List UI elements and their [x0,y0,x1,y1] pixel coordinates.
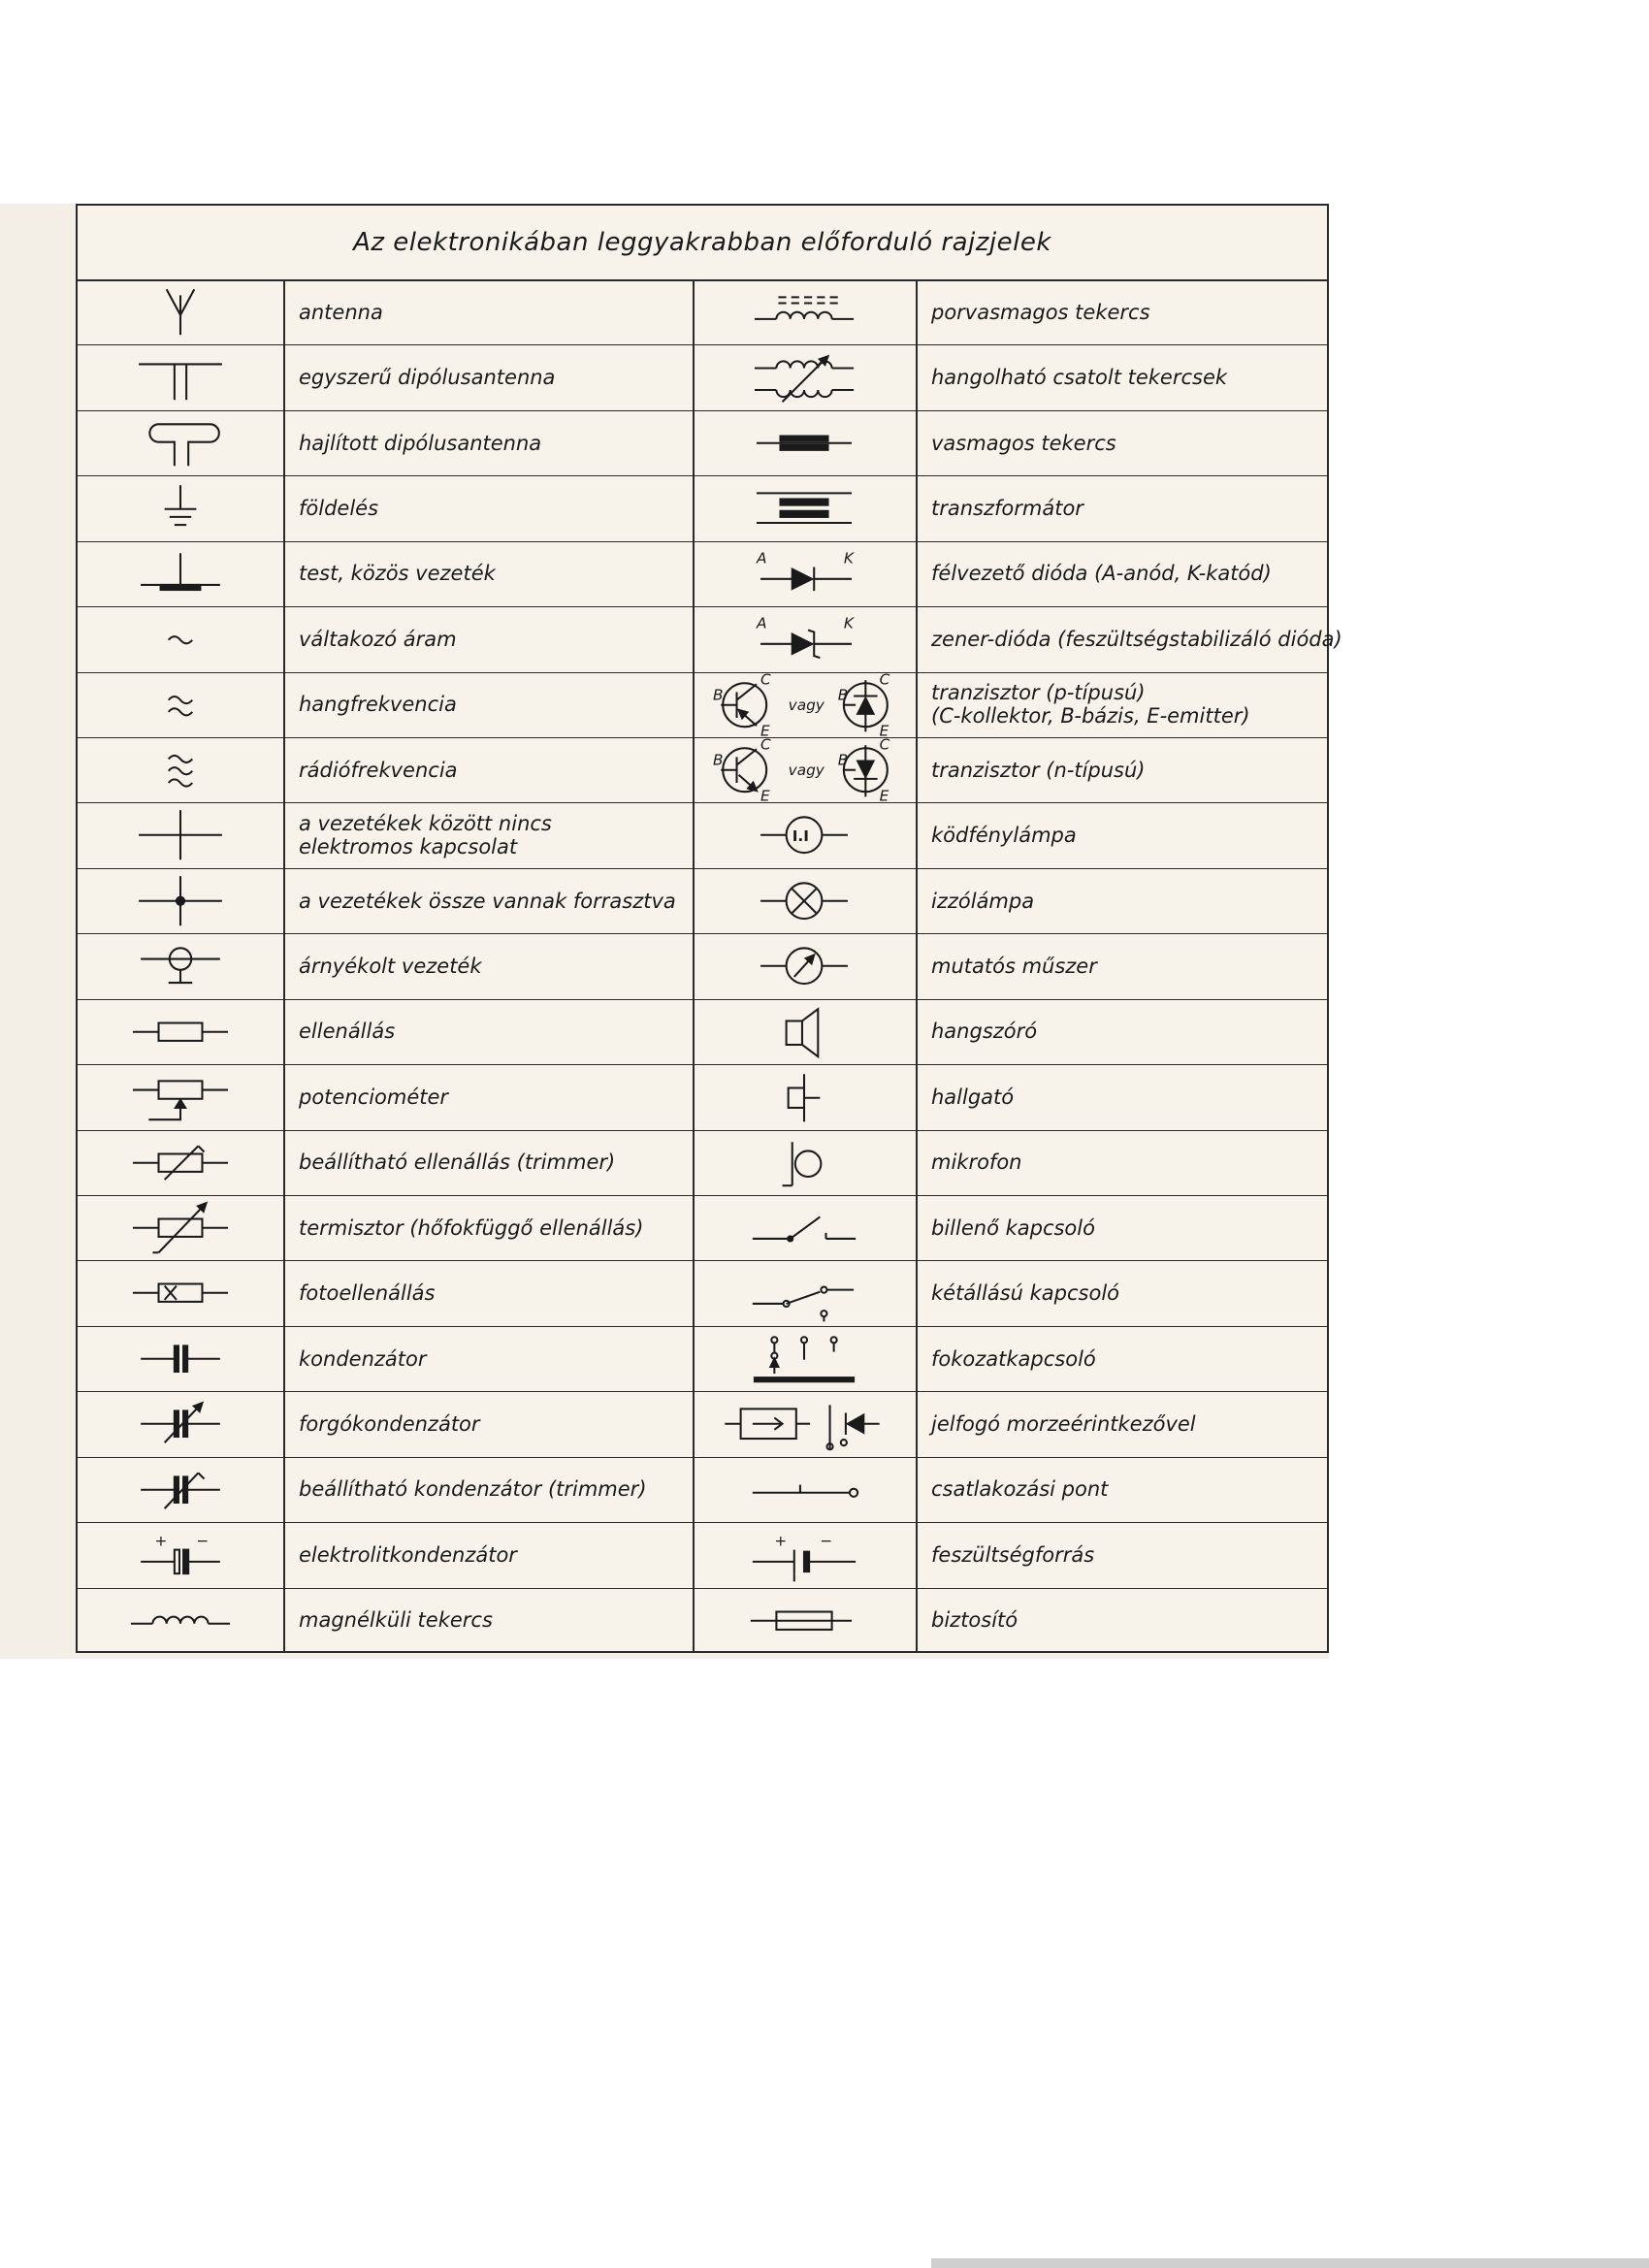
symbol-label: test, közös vezeték [299,562,496,586]
antenna-icon [78,279,283,344]
symbol-label: kétállású kapcsoló [931,1281,1120,1306]
meter-icon [693,933,916,998]
trimmer-resistor-icon [78,1130,283,1195]
symbol-label: félvezető dióda (A-anód, K-katód) [931,562,1272,586]
ac-icon [78,606,283,671]
svg-text:C: C [879,671,890,688]
ground-icon [78,475,283,540]
photoresistor-icon [78,1260,283,1325]
symbol-label: hangolható csatolt tekercsek [931,366,1228,390]
folded-dipole-icon [78,410,283,475]
incandescent-lamp-icon [693,868,916,933]
svg-text:E: E [760,721,770,737]
symbol-label: elektrolitkondenzátor [299,1542,517,1567]
symbol-label: termisztor (hőfokfüggő ellenállás) [299,1215,644,1240]
symbol-label: váltakozó áram [299,627,457,651]
trimmer-capacitor-icon [78,1457,283,1522]
zener-diode-icon [693,606,916,671]
symbol-label: csatlakozási pont [931,1477,1109,1502]
symbol-label: tranzisztor (n-típusú) [931,758,1146,782]
resistor-icon [78,999,283,1064]
svg-text:−: − [820,1532,833,1550]
svg-text:C: C [879,737,890,754]
tunable-coupled-coils-icon [693,344,916,409]
symbol-label: földelés [299,497,379,520]
symbol-label: transzformátor [931,497,1083,520]
symbol-label: jelfogó morzeérintkezővel [931,1412,1196,1436]
npn-transistor-icon [693,737,916,802]
dipole-antenna-icon [78,344,283,409]
svg-text:−: − [196,1532,210,1550]
symbol-label: fokozatkapcsoló [931,1346,1096,1371]
symbol-label: mikrofon [931,1150,1022,1175]
svg-text:vagy: vagy [788,761,824,779]
symbol-label: antenna [299,300,383,324]
air-coil-icon [78,1588,283,1653]
connection-point-icon [693,1457,916,1522]
symbol-label: vasmagos tekercs [931,431,1116,455]
symbol-label: porvasmagos tekercs [931,300,1150,324]
svg-text:K: K [843,614,854,632]
af-icon [78,672,283,737]
svg-text:C: C [760,671,771,688]
thermistor-icon [78,1195,283,1260]
svg-text:B: B [713,751,724,769]
wire-junction-icon [78,868,283,933]
svg-text:+: + [154,1532,168,1550]
svg-text:E: E [760,787,770,803]
svg-text:vagy: vagy [788,696,824,714]
symbol-label: potenciométer [299,1085,449,1109]
loudspeaker-icon [693,999,916,1064]
symbol-label: izzólámpa [931,889,1035,913]
symbol-label: a vezetékek össze vannak forrasztva [299,889,676,913]
glow-lamp-icon [693,802,916,867]
earphone-icon [693,1064,916,1129]
electrolytic-capacitor-icon [78,1522,283,1587]
symbol-label: a vezetékek között nincs elektromos kapcsolat [299,812,552,859]
capacitor-icon [78,1326,283,1391]
microphone-icon [693,1130,916,1195]
wire-cross-icon [78,802,283,867]
rf-icon [78,737,283,802]
symbol-label: hajlított dipólusantenna [299,431,542,455]
chassis-icon [78,541,283,606]
column-divider-right [916,279,918,1651]
scan-edge-strip [931,2258,1649,2268]
changeover-switch-icon [693,1260,916,1325]
symbol-label: beállítható kondenzátor (trimmer) [299,1477,647,1502]
pnp-transistor-icon [693,672,916,737]
symbol-label: mutatós műszer [931,955,1097,978]
svg-text:B: B [713,686,724,704]
variable-capacitor-icon [78,1391,283,1456]
fuse-icon [693,1588,916,1653]
symbol-label: hangszóró [931,1020,1038,1044]
column-divider-left [283,279,285,1651]
svg-text:K: K [843,549,854,567]
symbol-label: biztosító [931,1608,1018,1633]
diode-icon [693,541,916,606]
table-title: Az elektronikában leggyakrabban előforduló rajzjelek [78,206,1327,281]
symbol-label: ködfénylámpa [931,824,1077,848]
relay-morse-icon [693,1391,916,1456]
toggle-switch-icon [693,1195,916,1260]
svg-text:C: C [760,737,771,754]
svg-text:I.I: I.I [792,827,809,846]
iron-core-coil-icon [693,410,916,475]
symbol-label: egyszerű dipólusantenna [299,366,556,390]
potentiometer-icon [78,1064,283,1129]
powder-core-coil-icon [693,279,916,344]
svg-text:A: A [756,614,767,632]
symbol-label: fotoellenállás [299,1281,436,1306]
svg-text:A: A [756,549,767,567]
rotary-switch-icon [693,1326,916,1391]
symbol-label: feszültségforrás [931,1542,1095,1567]
transformer-icon [693,475,916,540]
svg-text:B: B [837,751,849,769]
symbol-label: hangfrekvencia [299,693,457,717]
svg-text:+: + [774,1532,788,1550]
voltage-source-icon [693,1522,916,1587]
symbol-label: zener-dióda (feszültségstabilizáló dióda) [931,627,1342,651]
symbol-label: árnyékolt vezeték [299,955,482,978]
symbol-label: kondenzátor [299,1346,427,1371]
symbol-label: forgókondenzátor [299,1412,480,1436]
svg-text:E: E [879,787,889,803]
symbol-label: billenő kapcsoló [931,1215,1095,1240]
symbol-label: ellenállás [299,1020,396,1044]
symbol-label: hallgató [931,1085,1015,1109]
symbol-label: tranzisztor (p-típusú) (C-kollektor, B-bázis, E-emitter) [931,681,1250,729]
symbol-table [76,204,1342,1653]
svg-text:E: E [879,721,889,737]
symbol-label: magnélküli tekercs [299,1608,493,1633]
symbol-label: beállítható ellenállás (trimmer) [299,1150,616,1175]
svg-text:B: B [837,686,849,704]
shielded-wire-icon [78,933,283,998]
symbol-label: rádiófrekvencia [299,758,458,782]
